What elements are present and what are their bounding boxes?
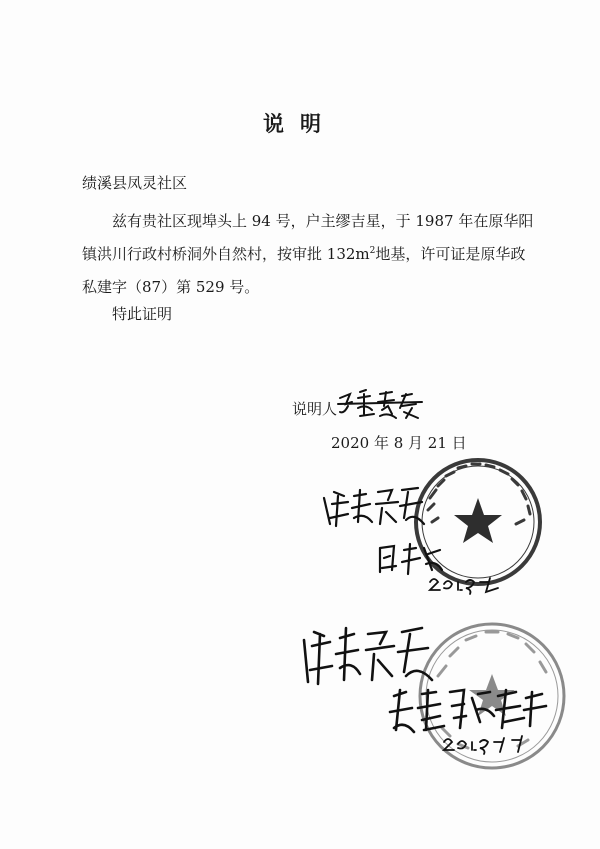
body-text-part1: 兹有贵社区现埠头上 94 号，户主缪吉星，于 1987 年在原华阳镇洪川行政村桥洞外自然村，按审批 132m bbox=[82, 212, 534, 263]
document-date: 2020 年 8 月 21 日 bbox=[331, 434, 467, 452]
closing-line: 特此证明 bbox=[112, 305, 173, 323]
government-verification-note bbox=[294, 610, 564, 760]
body-text-part2: 地基，许可证是原华政私建字（87）第 529 号。 bbox=[82, 245, 526, 296]
area-exponent: 2 bbox=[369, 246, 376, 256]
community-verification-note bbox=[320, 478, 520, 598]
document-title: 说明 bbox=[263, 112, 337, 136]
body-paragraph bbox=[82, 205, 540, 304]
declarant-signature bbox=[336, 384, 426, 424]
declarant-label: 说明人 bbox=[292, 400, 338, 418]
recipient-line: 绩溪县凤灵社区 bbox=[82, 174, 188, 192]
